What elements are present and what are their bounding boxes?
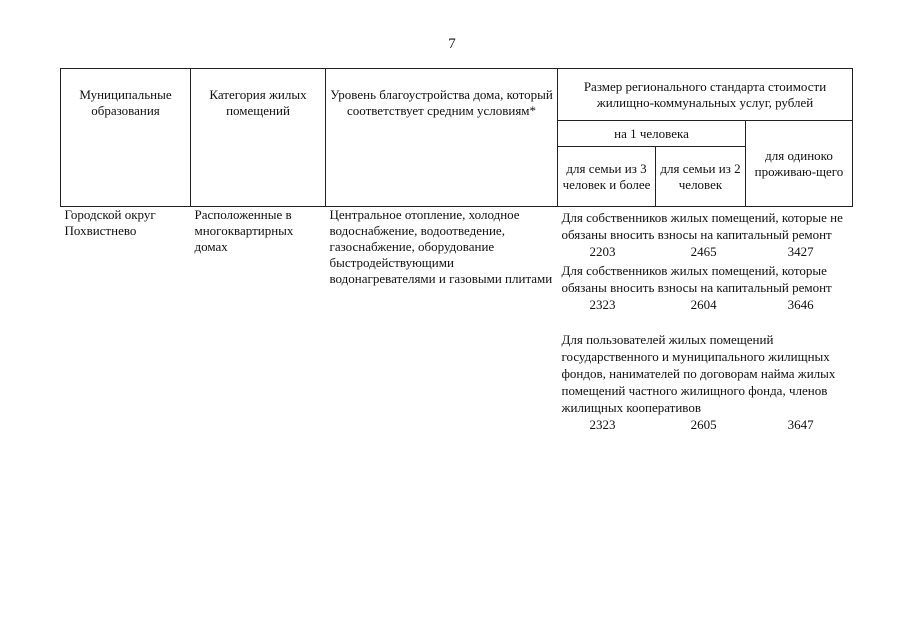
header-standard: Размер регионального стандарта стоимости жилищно-коммунальных услуг, рублей <box>558 69 853 121</box>
header-level: Уровень благоустройства дома, который соответствует средним условиям* <box>326 69 558 207</box>
cost-block-text: Для собственников жилых помещений, которые обязаны вносить взносы на капитальный ремонт <box>561 263 832 295</box>
row-category: Расположенные в многоквартирных домах <box>194 207 294 254</box>
value-family-2: 2465 <box>690 244 717 259</box>
row-municipality: Городской округ Похвистнево <box>64 207 156 238</box>
header-family-2: для семьи из 2 человек <box>656 147 746 207</box>
header-municipality: Муниципальные образования <box>61 69 191 207</box>
value-family-2: 2605 <box>690 417 717 432</box>
cost-block-2 <box>562 262 849 313</box>
standard-table-container <box>60 68 852 433</box>
cost-block-1 <box>562 209 849 260</box>
header-category: Категория жилых помещений <box>191 69 326 207</box>
header-family-3: для семьи из 3 человек и более <box>558 147 656 207</box>
cost-block-3 <box>562 331 849 433</box>
value-single: 3646 <box>787 297 814 312</box>
standard-table <box>60 68 853 433</box>
header-single: для одиноко проживаю-щего <box>746 121 853 207</box>
table-row <box>61 207 853 434</box>
page-number: 7 <box>448 36 456 52</box>
row-level: Центральное отопление, холодное водоснабжение, водоотведение, газоснабжение, оборудование быстродействующими водонагревателями и газовыми плитами <box>329 207 553 286</box>
value-single: 3647 <box>787 417 814 432</box>
value-single: 3427 <box>787 244 814 259</box>
value-family-3: 2203 <box>589 244 616 259</box>
row-cost-blocks <box>558 207 853 434</box>
value-family-3: 2323 <box>589 297 616 312</box>
cost-block-values <box>562 417 849 433</box>
cost-block-text: Для пользователей жилых помещений государственного и муниципального жилищных фондов, нанимателей по договорам найма жилых помещений частного жилищного фонда, членов жилищных кооперативов <box>561 332 836 415</box>
value-family-2: 2604 <box>690 297 717 312</box>
value-family-3: 2323 <box>589 417 616 432</box>
cost-block-text: Для собственников жилых помещений, которые не обязаны вносить взносы на капитальный ремонт <box>561 210 843 242</box>
cost-block-values <box>562 297 849 313</box>
header-per-person: на 1 человека <box>558 121 746 147</box>
cost-block-values <box>562 244 849 260</box>
